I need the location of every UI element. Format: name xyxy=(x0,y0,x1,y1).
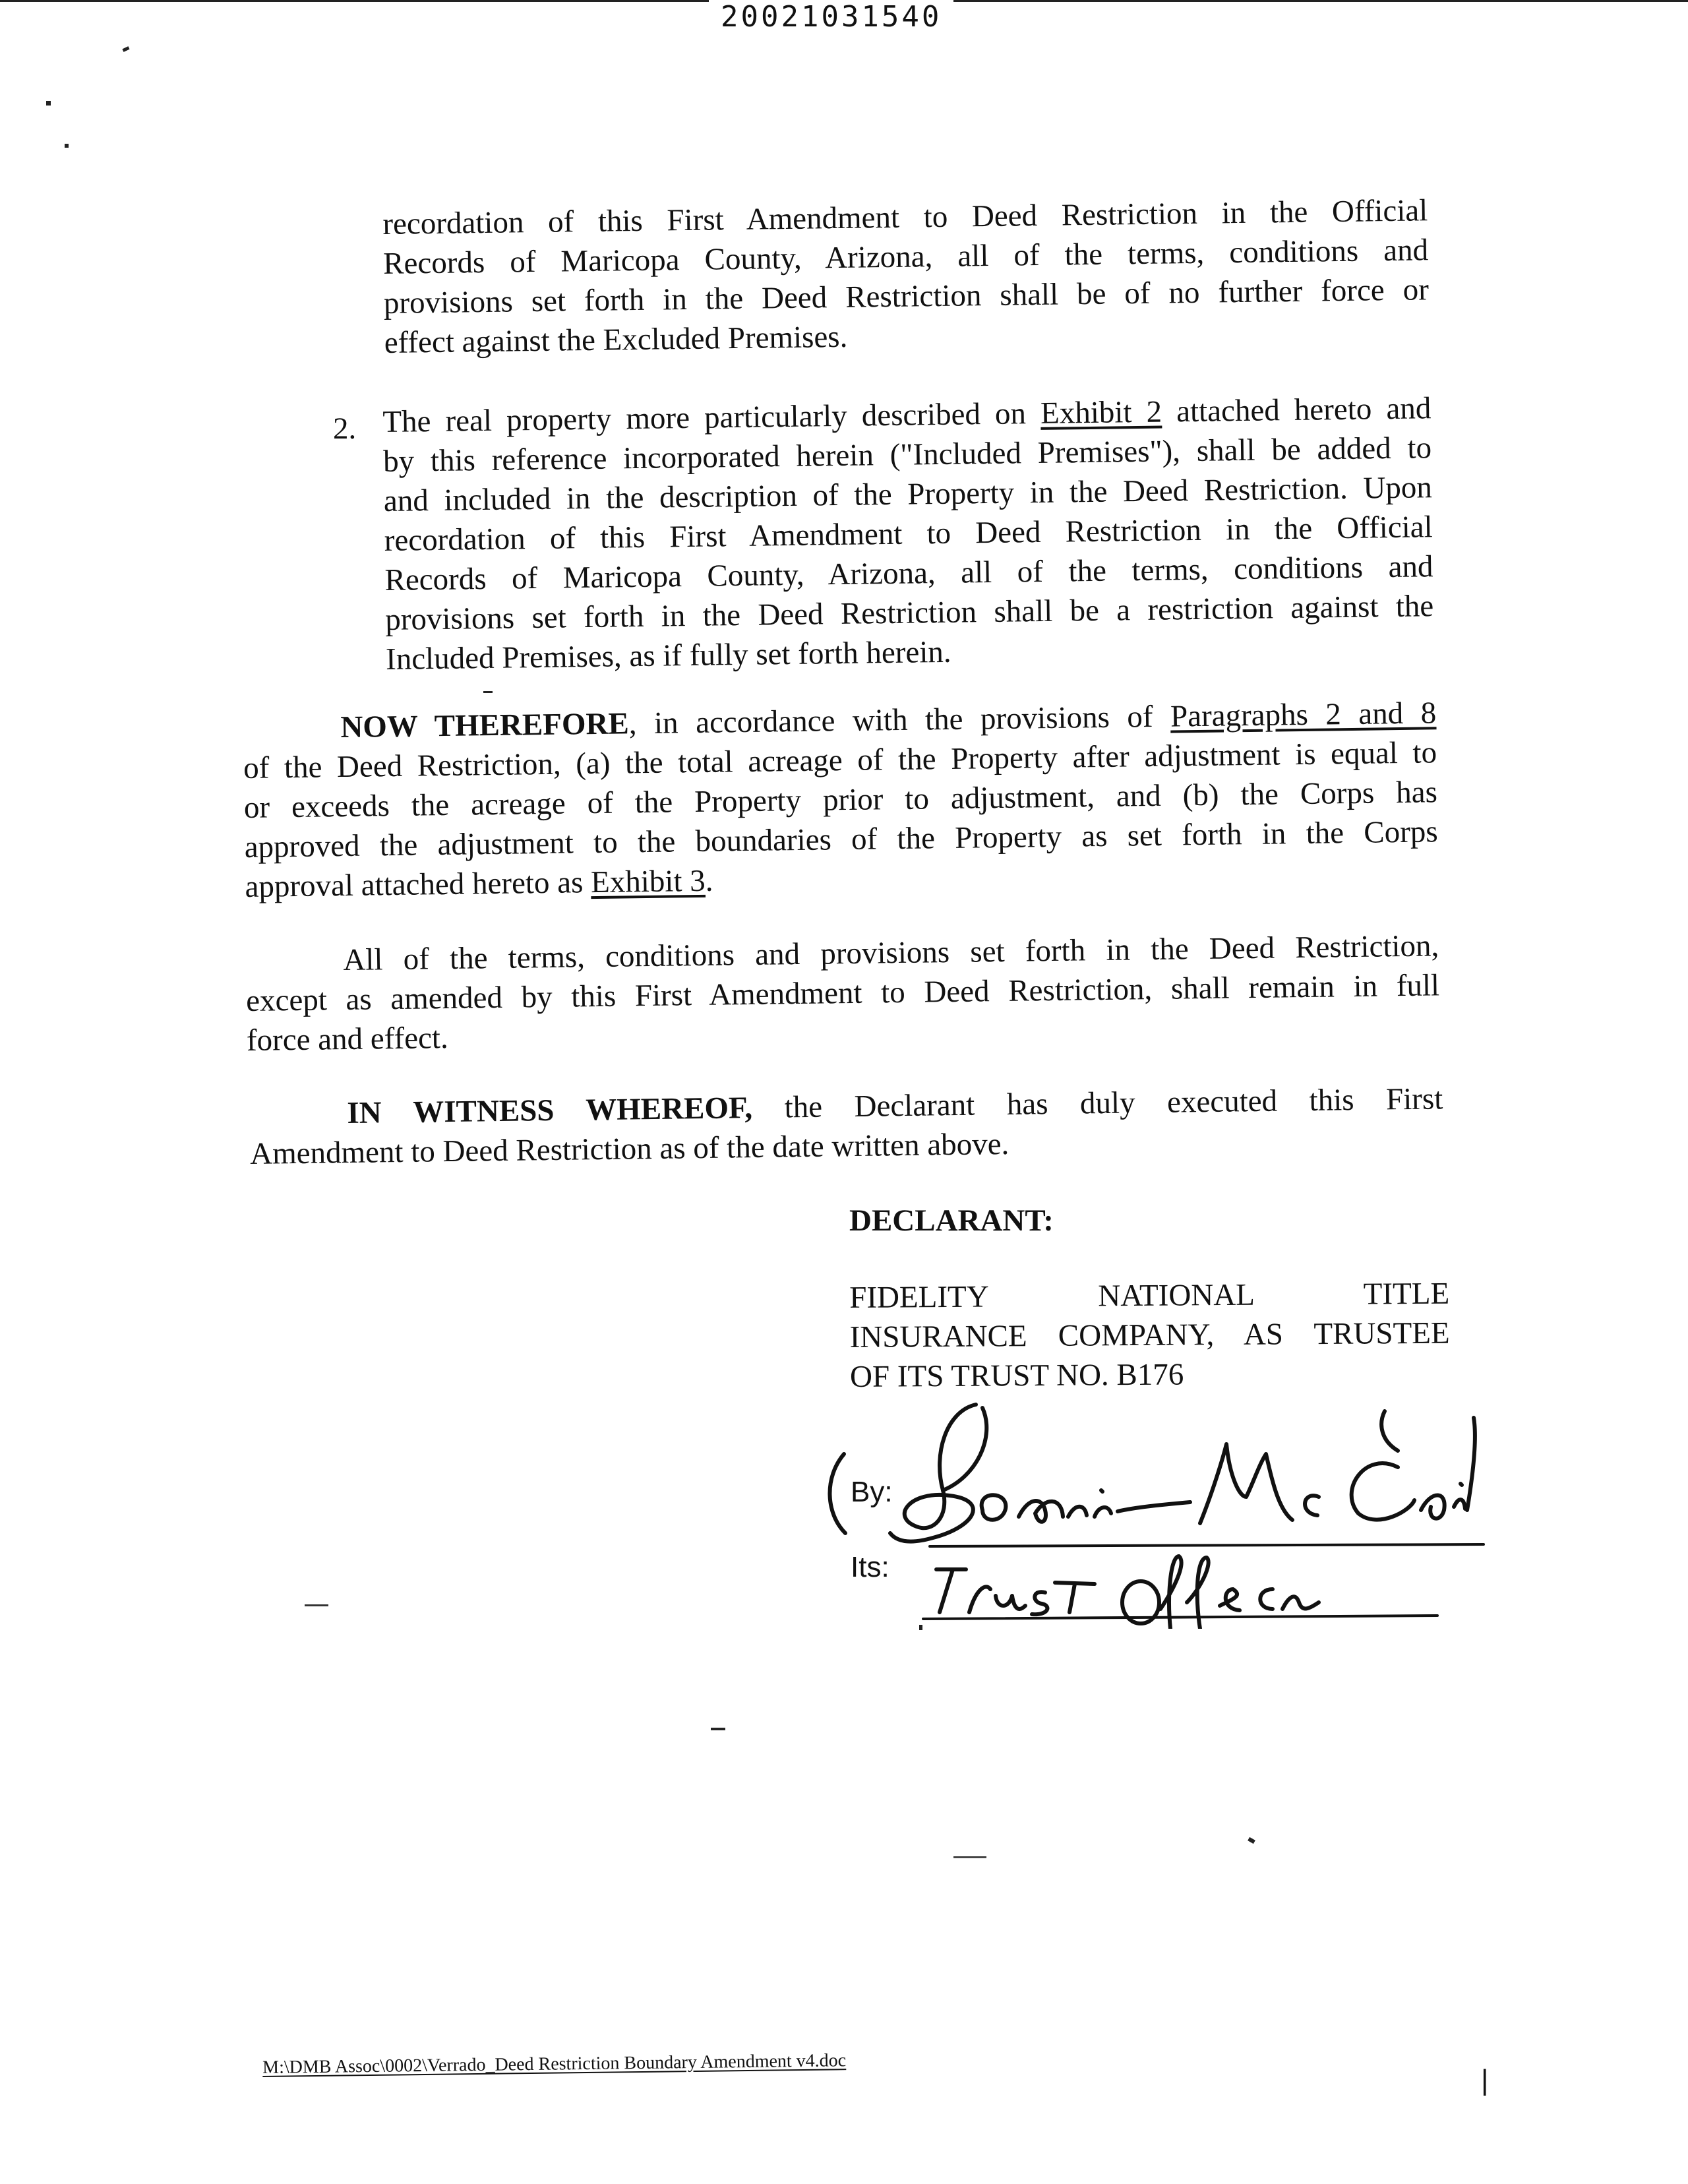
exhibit-2-reference: Exhibit 2 xyxy=(1040,394,1162,431)
scan-speck xyxy=(1248,1837,1255,1844)
paragraphs-reference: Paragraphs 2 and 8 xyxy=(1170,696,1437,734)
item-2-number: 2. xyxy=(333,411,357,446)
witness-lead: IN WITNESS WHEREOF, xyxy=(347,1091,753,1131)
all-terms-paragraph xyxy=(245,926,1440,1060)
scan-speck xyxy=(122,46,129,52)
text-line: Amendment to Deed Restriction as of the date written above. xyxy=(249,1126,1010,1171)
text-line: Records of Maricopa County, Arizona, all of the terms, conditions and xyxy=(384,549,1433,597)
text-line: approval attached hereto as Exhibit 3. xyxy=(245,863,713,904)
text-line: Records of Maricopa County, Arizona, all of the terms, conditions and xyxy=(382,233,1429,281)
company-line: INSURANCE COMPANY, AS TRUSTEE xyxy=(849,1316,1450,1354)
text-line: effect against the Excluded Premises. xyxy=(384,319,848,360)
text-line: All of the terms, conditions and provisions set forth in the Deed Restriction, xyxy=(343,928,1439,978)
text-line: recordation of this First Amendment to Deed Restriction in the Official xyxy=(382,193,1428,241)
page-marker: | xyxy=(1481,2064,1489,2096)
scan-speck xyxy=(711,1728,725,1730)
text-line: recordation of this First Amendment to Deed Restriction in the Official xyxy=(384,510,1433,558)
text-line: Included Premises, as if fully set forth herein. xyxy=(385,634,951,677)
scan-speck xyxy=(65,144,69,148)
company-line: FIDELITY NATIONAL TITLE xyxy=(849,1276,1450,1315)
text-line: approved the adjustment to the boundaries of the Property as set forth in the Corps xyxy=(244,814,1438,864)
text-line: by this reference incorporated herein ("Included Premises"), shall be added to xyxy=(382,431,1432,479)
text-line: and included in the description of the Property in the Deed Restriction. Upon xyxy=(383,470,1433,518)
scan-speck xyxy=(46,101,51,106)
now-therefore-paragraph xyxy=(243,693,1439,907)
scan-speck xyxy=(305,1604,328,1606)
document-number: 20021031540 xyxy=(709,0,953,34)
item-2-paragraph xyxy=(382,388,1434,679)
company-line: OF ITS TRUST NO. B176 xyxy=(849,1357,1184,1394)
text-line: except as amended by this First Amendment to Deed Restriction, shall remain in full xyxy=(245,968,1440,1018)
text-line: provisions set forth in the Deed Restriction shall be of no further force or xyxy=(383,272,1430,320)
text-line: of the Deed Restriction, (a) the total acreage of the Property after adjustment is equal to xyxy=(243,735,1437,785)
exhibit-3-reference: Exhibit 3 xyxy=(590,863,706,900)
witness-paragraph xyxy=(249,1079,1443,1174)
text-line: The real property more particularly described on Exhibit 2 attached hereto and xyxy=(382,391,1432,439)
text-line: force and effect. xyxy=(246,1020,449,1058)
by-label: By: xyxy=(851,1476,893,1508)
text-line: or exceeds the acreage of the Property prior to adjustment, and (b) the Corps has xyxy=(243,775,1438,825)
scan-speck xyxy=(953,1856,986,1858)
text-line: provisions set forth in the Deed Restriction shall be a restriction against the xyxy=(384,589,1434,637)
its-label: Its: xyxy=(851,1551,889,1583)
footer-file-path: M:\DMB Assoc\0002\Verrado_Deed Restriction Boundary Amendment v4.doc xyxy=(262,2050,847,2078)
declarant-heading: DECLARANT: xyxy=(849,1203,1054,1238)
declarant-company xyxy=(849,1274,1450,1397)
continuation-paragraph xyxy=(382,191,1430,363)
text-line: NOW THEREFORE, in accordance with the provisions of Paragraphs 2 and 8 xyxy=(340,696,1437,745)
scan-speck xyxy=(483,691,493,693)
text-line: IN WITNESS WHEREOF, the Declarant has duly executed this First xyxy=(347,1081,1443,1131)
signature-drawing xyxy=(818,1391,1490,1629)
now-therefore-lead: NOW THEREFORE xyxy=(340,706,630,745)
